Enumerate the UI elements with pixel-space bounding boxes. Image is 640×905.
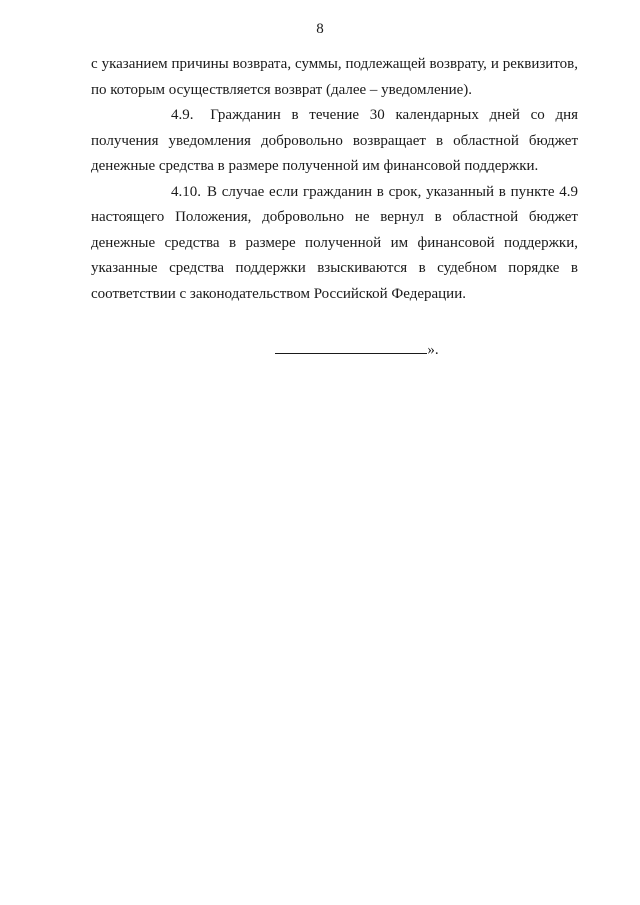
document-body bbox=[91, 52, 578, 307]
paragraph-number: 4.10. bbox=[171, 183, 201, 200]
paragraph-text: с указанием причины возврата, суммы, подлежащей возврату, и реквизитов, по которым осуществляется возврат (далее – уведомление). bbox=[91, 56, 578, 98]
paragraph-number: 4.9. bbox=[171, 107, 194, 123]
page-number: 8 bbox=[316, 21, 324, 37]
signature-underline bbox=[275, 339, 427, 354]
paragraph-text: Гражданин в течение 30 календарных дней со дня получения уведомления добровольно возвращает в областной бюджет денежные средства в размере полученной им финансовой поддержки. bbox=[91, 107, 579, 174]
paragraph-text: В случае если гражданин в срок, указанный в пункте 4.9 настоящего Положения, добровольно не вернул в областной бюджет денежные средства в размере полученной им финансовой поддержки, указанные средства поддержки взыскиваются в судебном порядке в соответствии с законодательством Российской Федерации. bbox=[91, 183, 578, 302]
closing-mark: ». bbox=[427, 342, 439, 358]
paragraph-continuation bbox=[91, 52, 578, 103]
paragraph-4-9 bbox=[91, 103, 578, 180]
paragraph-4-10 bbox=[91, 180, 578, 308]
closing-line bbox=[0, 339, 640, 360]
